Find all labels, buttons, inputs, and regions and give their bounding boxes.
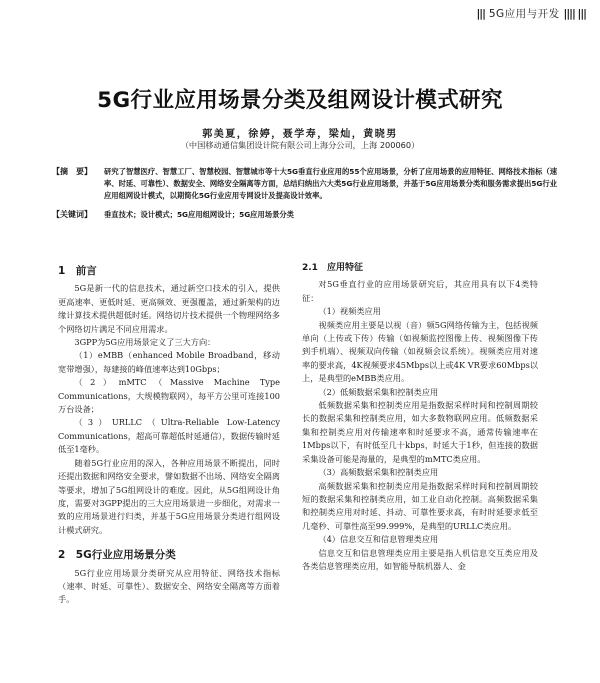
paper-affiliation: （中国移动通信集团设计院有限公司上海分公司，上海 200060） xyxy=(180,140,420,150)
paragraph: 低频数据采集和控制类应用是指数据采样时间和控制周期较长的数据采集和控制类应用，如大多数物联网应用。低频数据采集和控制类应用对传输速率和时延要求不高，通常传输速率在1Mbps以下，有时低至几十kbps，时延大于1秒，但连接的数据采集设备可能是海量的，是典型的mMTC类应用。 xyxy=(302,400,538,464)
abstract-label: 【摘 要】 xyxy=(52,167,92,176)
right-column xyxy=(302,262,538,573)
paragraph: （3）URLLC（Ultra-Reliable Low-Latency Communications，超高可靠超低时延通信），数据传输时延低至1毫秒。 xyxy=(58,417,280,455)
section-header-tag xyxy=(476,6,586,21)
subsubsection-low-freq: （2）低频数据采集和控制类应用 xyxy=(318,386,439,397)
paragraph: （1）eMBB（enhanced Mobile Broadband，移动宽带增强），每建接的峰值速率达到10Gbps； xyxy=(58,350,280,374)
abstract-row xyxy=(52,166,557,203)
subsubsection-video: （1）视频类应用 xyxy=(318,306,381,317)
paragraph: 视频类应用主要是以视（音）频5G网络传输为主，包括视频单向（上传或下传）传输（如视频监控图像上传、视频图像下传到手机端）、视频双向传输（如视频会议系统）。视频类应用对速率的要求高，4K视频要求45Mbps以上或4K VR要求60Mbps以上，是典型的eMBB类应用。 xyxy=(302,319,538,384)
paper-authors: 郭美夏，徐婷，聂学寿，梁灿，黄晓男 xyxy=(202,129,398,140)
abstract-block xyxy=(52,166,557,221)
header-bars-left: ||| xyxy=(476,8,485,20)
keywords-row xyxy=(52,209,557,221)
section-heading-classification: 2 5G行业应用场景分类 xyxy=(58,549,176,562)
subsubsection-high-freq: （3）高频数据采集和控制类应用 xyxy=(318,467,439,478)
paragraph: 信息交互和信息管理类应用主要是指人机信息交互类应用及各类信息管理类应用，如智能导航机器人、金 xyxy=(302,547,538,571)
paragraph: 对5G垂直行业的应用场景研究后，其应用具有以下4类特征： xyxy=(302,279,538,303)
header-bars-right: |||| ||| xyxy=(563,8,586,20)
keywords-text: 垂直技术；设计模式；5G应用组网设计；5G应用场景分类 xyxy=(104,209,294,219)
paragraph: （2）mMTC（Massive Machine Type Communications，大规模物联网），每平方公里可连接100万台设备； xyxy=(58,377,280,415)
paragraph: 5G是新一代的信息技术，通过新空口技术的引入，提供更高速率、更低时延、更高频效、更强覆盖，通过新架构的边缘计算技术提供超低时延。网络切片技术提供一个物理网络多个网络切片满足不同应用需求。 xyxy=(58,283,280,334)
paragraph: 随着5G行业应用的深入，各种应用场景不断提出，同时还提出数据和网络安全要求，譬如数据不出场、网络安全隔离等要求，增加了5G组网设计的难度。因此，从5G组网设计角度，需要对3GPP提出的三大应用场景进一步细化，对需求一致的应用场景进行归类，并基于5G应用场景分类进行组网设计模式研究。 xyxy=(58,457,280,535)
paper-title: 5G行业应用场景分类及组网设计模式研究 xyxy=(97,88,503,113)
header-tag-text: 5G应用与开发 xyxy=(488,8,560,20)
left-column xyxy=(58,265,280,607)
paragraph: 高频数据采集和控制类应用是指数据采样时间和控制周期较短的数据采集和控制类应用，如工业自动化控制。高频数据采集和控制类应用对时延、抖动、可靠性要求高，有时时延要求低至几毫秒、可靠性高至99.999%，是典型的URLLC类应用。 xyxy=(302,480,538,531)
section-heading-intro: 1 前言 xyxy=(58,265,97,277)
subsection-heading-features: 2.1 应用特征 xyxy=(302,263,363,273)
abstract-text: 研究了智慧医疗、智慧工厂、智慧校园、智慧城市等十大5G垂直行业应用的55个应用场景，分析了应用场景的应用特征、网络技术指标（速率、时延、可靠性）、数据安全、网络安全隔离等方面，总结归纳出六大类5G行业应用场景，并基于5G应用场景分类和服务需求提出5G行业应用组网设计模式，以期简化5G行业应用专网设计及提高设计效率。 xyxy=(104,167,557,201)
paragraph: 5G行业应用场景分类研究从应用特征、网络技术指标（速率、时延、可靠性）、数据安全、网络安全隔离等方面着手。 xyxy=(58,567,280,605)
paragraph: 3GPP为5G应用场景定义了三大方向： xyxy=(74,337,216,348)
keywords-label: 【关键词】 xyxy=(52,209,92,219)
subsubsection-info: （4）信息交互和信息管理类应用 xyxy=(318,534,439,545)
